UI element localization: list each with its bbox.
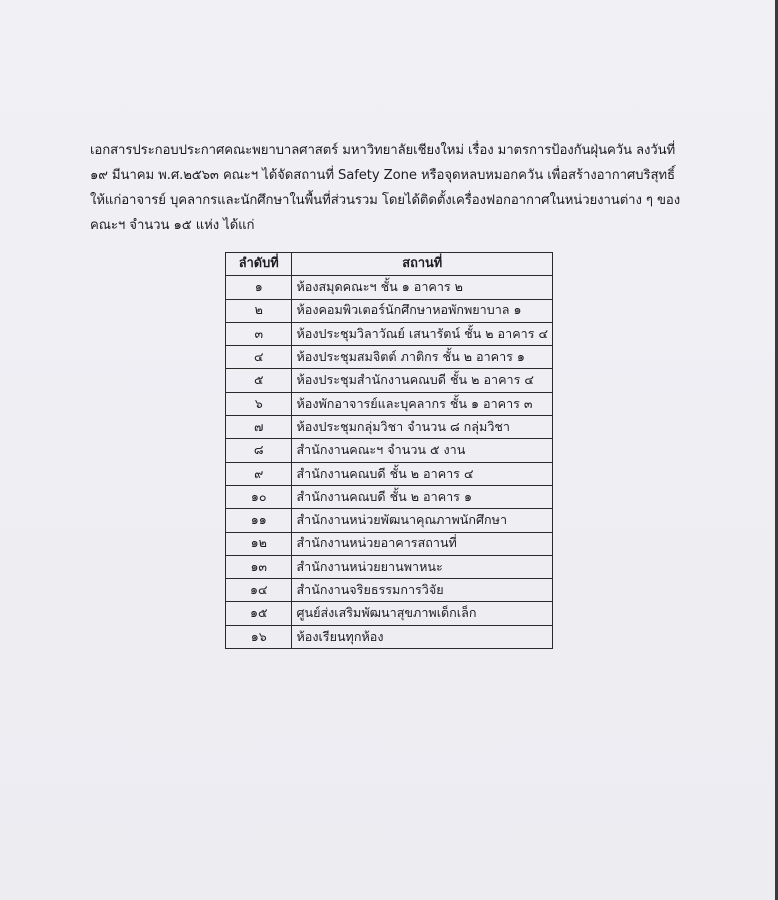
table-row	[226, 346, 553, 369]
row-order-number: ๑๖	[226, 625, 292, 648]
table-row	[226, 509, 553, 532]
row-order-number: ๑๕	[226, 602, 292, 625]
row-place-name: สำนักงานหน่วยพัฒนาคุณภาพนักศึกษา	[292, 509, 553, 532]
row-order-number: ๑๒	[226, 532, 292, 555]
row-order-number: ๑๑	[226, 509, 292, 532]
column-header-order: ลำดับที่	[226, 253, 292, 276]
row-order-number: ๕	[226, 369, 292, 392]
row-place-name: ห้องประชุมสำนักงานคณบดี ชั้น ๒ อาคาร ๔	[292, 369, 553, 392]
intro-line: คณะฯ จำนวน ๑๕ แห่ง ได้แก่	[90, 218, 255, 233]
table-row	[226, 625, 553, 648]
row-place-name: ห้องสมุดคณะฯ ชั้น ๑ อาคาร ๒	[292, 276, 553, 299]
row-order-number: ๙	[226, 462, 292, 485]
row-place-name: สำนักงานจริยธรรมการวิจัย	[292, 579, 553, 602]
intro-line: ให้แก่อาจารย์ บุคลากรและนักศึกษาในพื้นที่ส่วนรวม โดยได้ติดตั้งเครื่องฟอกอากาศในหน่วยงานต่าง ๆ ของ	[90, 193, 681, 208]
row-place-name: สำนักงานหน่วยยานพาหนะ	[292, 555, 553, 578]
row-place-name: สำนักงานคณบดี ชั้น ๒ อาคาร ๑	[292, 485, 553, 508]
row-place-name: สำนักงานคณะฯ จำนวน ๕ งาน	[292, 439, 553, 462]
row-order-number: ๑๔	[226, 579, 292, 602]
intro-line: ๑๙ มีนาคม พ.ศ.๒๕๖๓ คณะฯ ได้จัดสถานที่ Safety Zone หรือจุดหลบหมอกควัน เพื่อสร้างอากาศบริสุทธิ์	[90, 168, 675, 183]
row-order-number: ๒	[226, 299, 292, 322]
table-row	[226, 485, 553, 508]
row-order-number: ๓	[226, 322, 292, 345]
row-place-name: ห้องประชุมกลุ่มวิชา จำนวน ๘ กลุ่มวิชา	[292, 416, 553, 439]
row-place-name: สำนักงานหน่วยอาคารสถานที่	[292, 532, 553, 555]
row-order-number: ๑	[226, 276, 292, 299]
table-row	[226, 369, 553, 392]
table-row	[226, 439, 553, 462]
table-row	[226, 462, 553, 485]
table-row	[226, 276, 553, 299]
table-row	[226, 555, 553, 578]
column-header-place: สถานที่	[292, 253, 553, 276]
table-header-row	[226, 253, 553, 276]
row-place-name: ห้องคอมพิวเตอร์นักศึกษาหอพักพยาบาล ๑	[292, 299, 553, 322]
row-place-name: ห้องพักอาจารย์และบุคลากร ชั้น ๑ อาคาร ๓	[292, 392, 553, 415]
row-order-number: ๑๐	[226, 485, 292, 508]
intro-paragraph	[90, 138, 686, 238]
row-place-name: ห้องประชุมวิลาวัณย์ เสนารัตน์ ชั้น ๒ อาคาร ๔	[292, 322, 553, 345]
row-place-name: สำนักงานคณบดี ชั้น ๒ อาคาร ๔	[292, 462, 553, 485]
row-order-number: ๗	[226, 416, 292, 439]
row-order-number: ๔	[226, 346, 292, 369]
table-row	[226, 579, 553, 602]
row-order-number: ๘	[226, 439, 292, 462]
row-place-name: ห้องเรียนทุกห้อง	[292, 625, 553, 648]
row-order-number: ๖	[226, 392, 292, 415]
table-body	[226, 276, 553, 649]
row-place-name: ห้องประชุมสมจิตต์ ภาติกร ชั้น ๒ อาคาร ๑	[292, 346, 553, 369]
table-row	[226, 416, 553, 439]
row-order-number: ๑๓	[226, 555, 292, 578]
intro-line: เอกสารประกอบประกาศคณะพยาบาลศาสตร์ มหาวิทยาลัยเชียงใหม่ เรื่อง มาตรการป้องกันฝุ่นควัน ลงวันที่	[90, 143, 676, 158]
table-row	[226, 299, 553, 322]
table-row	[226, 602, 553, 625]
table-row	[226, 532, 553, 555]
row-place-name: ศูนย์ส่งเสริมพัฒนาสุขภาพเด็กเล็ก	[292, 602, 553, 625]
safety-zone-table	[225, 252, 553, 649]
table-row	[226, 392, 553, 415]
table-row	[226, 322, 553, 345]
